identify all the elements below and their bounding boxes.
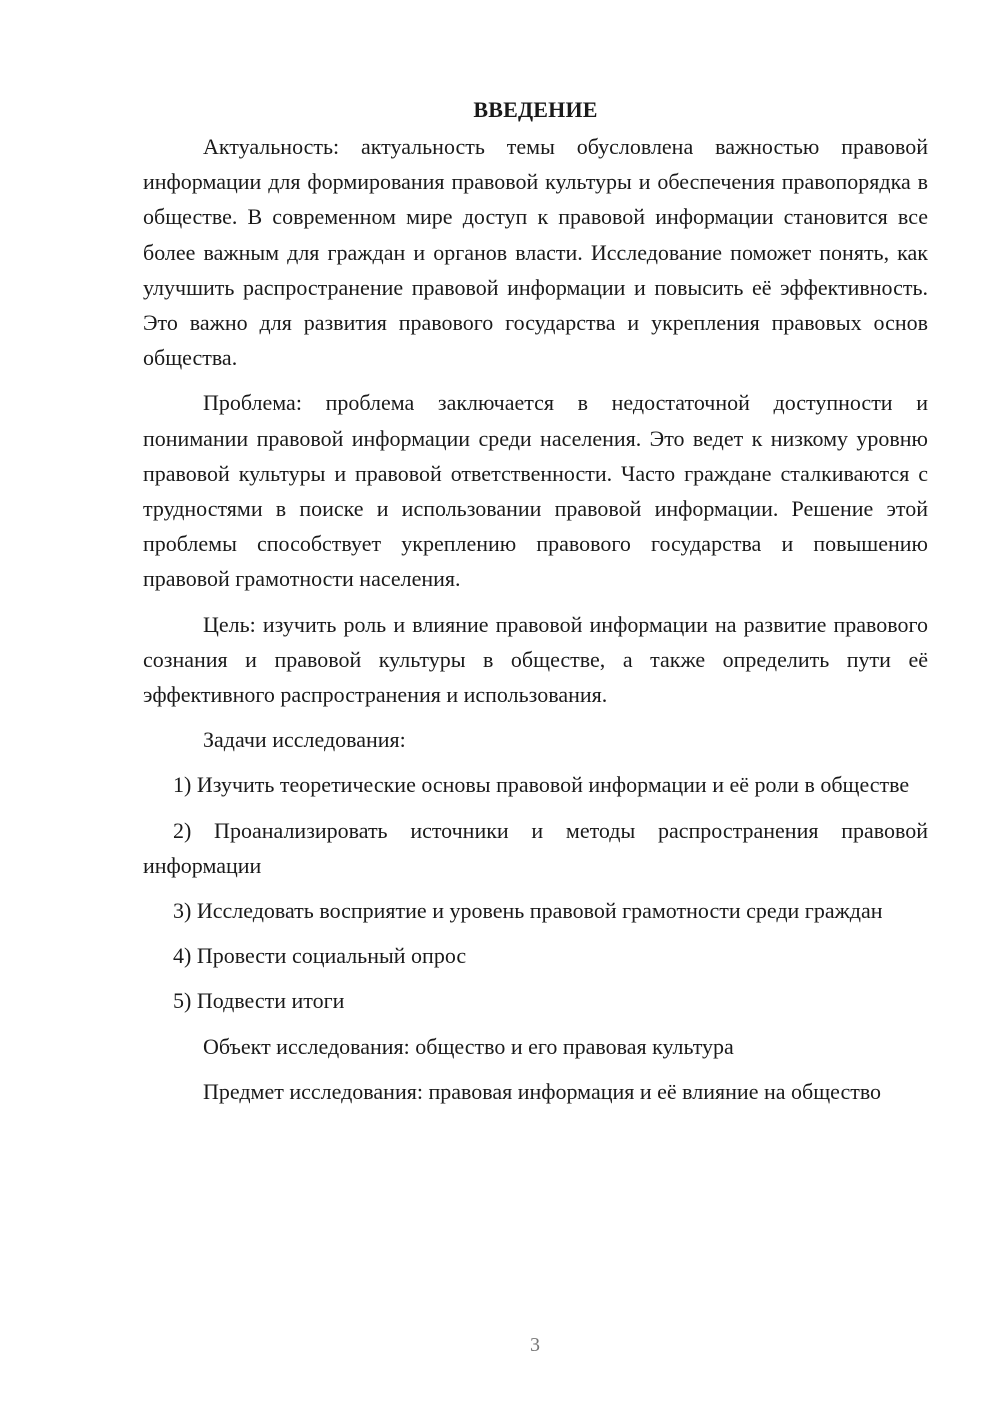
task-item-2: 2) Проанализировать источники и методы распространения правовой информации — [143, 817, 928, 878]
paragraph-relevance: Актуальность: актуальность темы обусловлена важностью правовой информации для формирования правовой культуры и обеспечения правопорядка в обществе. В современном мире доступ к правовой информации становится все более важным для граждан и органов власти. Исследование поможет понять, как улучшить распространение правовой информации и повысить её эффективность. Это важно для развития правового государства и укрепления правовых основ общества. — [143, 134, 928, 371]
task-item-1: 1) Изучить теоретические основы правовой информации и её роли в обществе — [173, 772, 910, 798]
page-number: 3 — [530, 1334, 540, 1356]
paragraph-goal: Цель: изучить роль и влияние правовой информации на развитие правового сознания и правовой культуры в обществе, а также определить пути её эффективного распространения и использования. — [143, 611, 928, 708]
document-page — [143, 92, 928, 1119]
task-item-5: 5) Подвести итоги — [173, 988, 345, 1014]
task-item-4: 4) Провести социальный опрос — [173, 943, 467, 969]
paragraph-tasks-heading: Задачи исследования: — [203, 727, 406, 753]
task-item-3: 3) Исследовать восприятие и уровень правовой грамотности среди граждан — [173, 898, 883, 924]
section-title: ВВЕДЕНИЕ — [473, 97, 598, 122]
paragraph-object: Объект исследования: общество и его правовая культура — [203, 1033, 734, 1059]
paragraph-problem: Проблема: проблема заключается в недостаточной доступности и понимании правовой информации среди населения. Это ведет к низкому уровню правовой культуры и правовой ответственности. Часто граждане сталкиваются с трудностями в поиске и использовании правовой информации. Решение этой проблемы способствует укреплению правового государства и повышению правовой грамотности населения. — [143, 390, 928, 592]
paragraph-subject: Предмет исследования: правовая информация и её влияние на общество — [203, 1078, 882, 1104]
